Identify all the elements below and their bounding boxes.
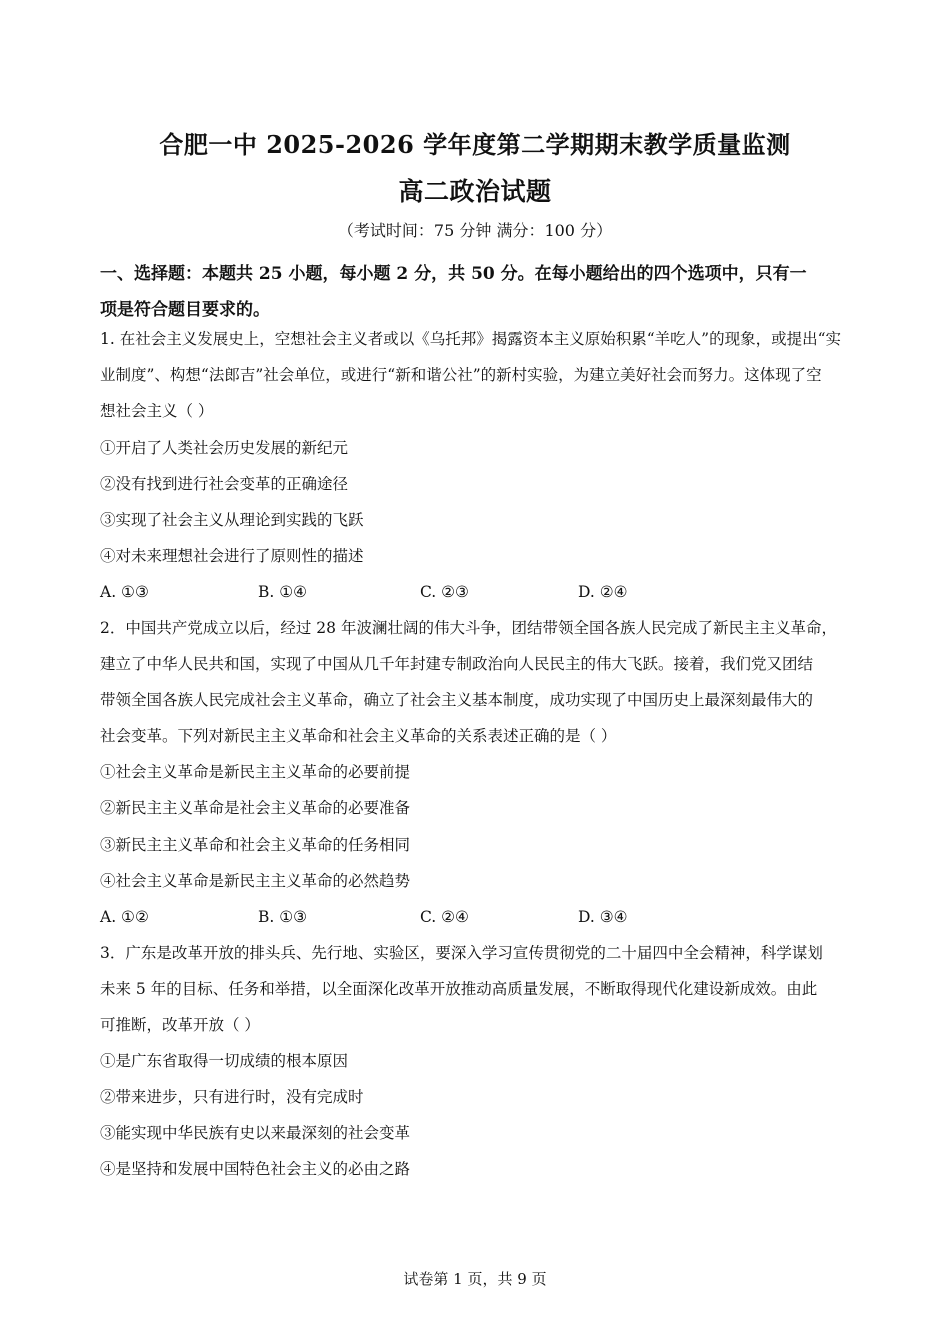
question-3-stem-line: 3．广东是改革开放的排头兵、先行地、实验区，要深入学习宣传贯彻党的二十届四中全会精神，科学谋划 bbox=[100, 944, 823, 962]
option-b: B. ①③ bbox=[258, 908, 308, 926]
question-1-statement: ②没有找到进行社会变革的正确途径 bbox=[100, 475, 349, 493]
question-1-stem-line: 1. 在社会主义发展史上，空想社会主义者或以《乌托邦》揭露资本主义原始积累“羊吃人”的现象，或提出“实 bbox=[100, 330, 841, 348]
exam-title: 合肥一中 2025-2026 学年度第二学期期末教学质量监测 bbox=[159, 130, 791, 159]
question-1-statement: ③实现了社会主义从理论到实践的飞跃 bbox=[100, 511, 364, 529]
option-c: C. ②③ bbox=[420, 583, 469, 601]
question-1-statement: ①开启了人类社会历史发展的新纪元 bbox=[100, 439, 349, 457]
section-heading bbox=[100, 256, 860, 328]
question-3-stem-line: 可推断，改革开放（ ） bbox=[100, 1016, 260, 1034]
question-2-statement: ③新民主主义革命和社会主义革命的任务相同 bbox=[100, 836, 411, 854]
section-heading-line: 一、选择题：本题共 25 小题，每小题 2 分，共 50 分。在每小题给出的四个选项中，只有一 bbox=[100, 264, 807, 284]
option-c: C. ②④ bbox=[420, 908, 469, 926]
page-footer: 试卷第 1 页，共 9 页 bbox=[403, 1270, 547, 1288]
question-3-statement: ①是广东省取得一切成绩的根本原因 bbox=[100, 1052, 349, 1070]
option-a: A. ①② bbox=[100, 908, 149, 926]
question-1-statement: ④对未来理想社会进行了原则性的描述 bbox=[100, 547, 364, 565]
question-2-stem-line: 建立了中华人民共和国，实现了中国从几千年封建专制政治向人民民主的伟大飞跃。接着，我们党又团结 bbox=[100, 655, 814, 673]
question-1-stem-line: 业制度”、构想“法郎吉”社会单位，或进行“新和谐公社”的新村实验，为建立美好社会而努力。这体现了空 bbox=[100, 366, 822, 384]
option-d: D. ②④ bbox=[578, 583, 628, 601]
question-3-stem-line: 未来 5 年的目标、任务和举措，以全面深化改革开放推动高质量发展，不断取得现代化建设新成效。由此 bbox=[100, 980, 818, 998]
option-a: A. ①③ bbox=[100, 583, 149, 601]
question-1-stem-line: 想社会主义（ ） bbox=[100, 402, 214, 420]
question-3-statement: ②带来进步，只有进行时，没有完成时 bbox=[100, 1088, 364, 1106]
question-3-statement: ④是坚持和发展中国特色社会主义的必由之路 bbox=[100, 1160, 411, 1178]
exam-info: （考试时间：75 分钟 满分：100 分） bbox=[337, 221, 613, 240]
question-2-statement: ①社会主义革命是新民主主义革命的必要前提 bbox=[100, 763, 411, 781]
exam-subtitle: 高二政治试题 bbox=[398, 177, 552, 206]
question-2-stem-line: 2．中国共产党成立以后，经过 28 年波澜壮阔的伟大斗争，团结带领全国各族人民完成了新民主主义革命， bbox=[100, 619, 837, 637]
section-heading-line: 项是符合题目要求的。 bbox=[100, 300, 270, 320]
option-d: D. ③④ bbox=[578, 908, 628, 926]
question-2-stem-line: 带领全国各族人民完成社会主义革命，确立了社会主义基本制度，成功实现了中国历史上最深刻最伟大的 bbox=[100, 691, 814, 709]
option-b: B. ①④ bbox=[258, 583, 308, 601]
question-2-stem-line: 社会变革。下列对新民主主义革命和社会主义革命的关系表述正确的是（ ） bbox=[100, 727, 617, 745]
question-2-statement: ④社会主义革命是新民主主义革命的必然趋势 bbox=[100, 872, 411, 890]
question-3-statement: ③能实现中华民族有史以来最深刻的社会变革 bbox=[100, 1124, 411, 1142]
question-2-statement: ②新民主主义革命是社会主义革命的必要准备 bbox=[100, 799, 411, 817]
